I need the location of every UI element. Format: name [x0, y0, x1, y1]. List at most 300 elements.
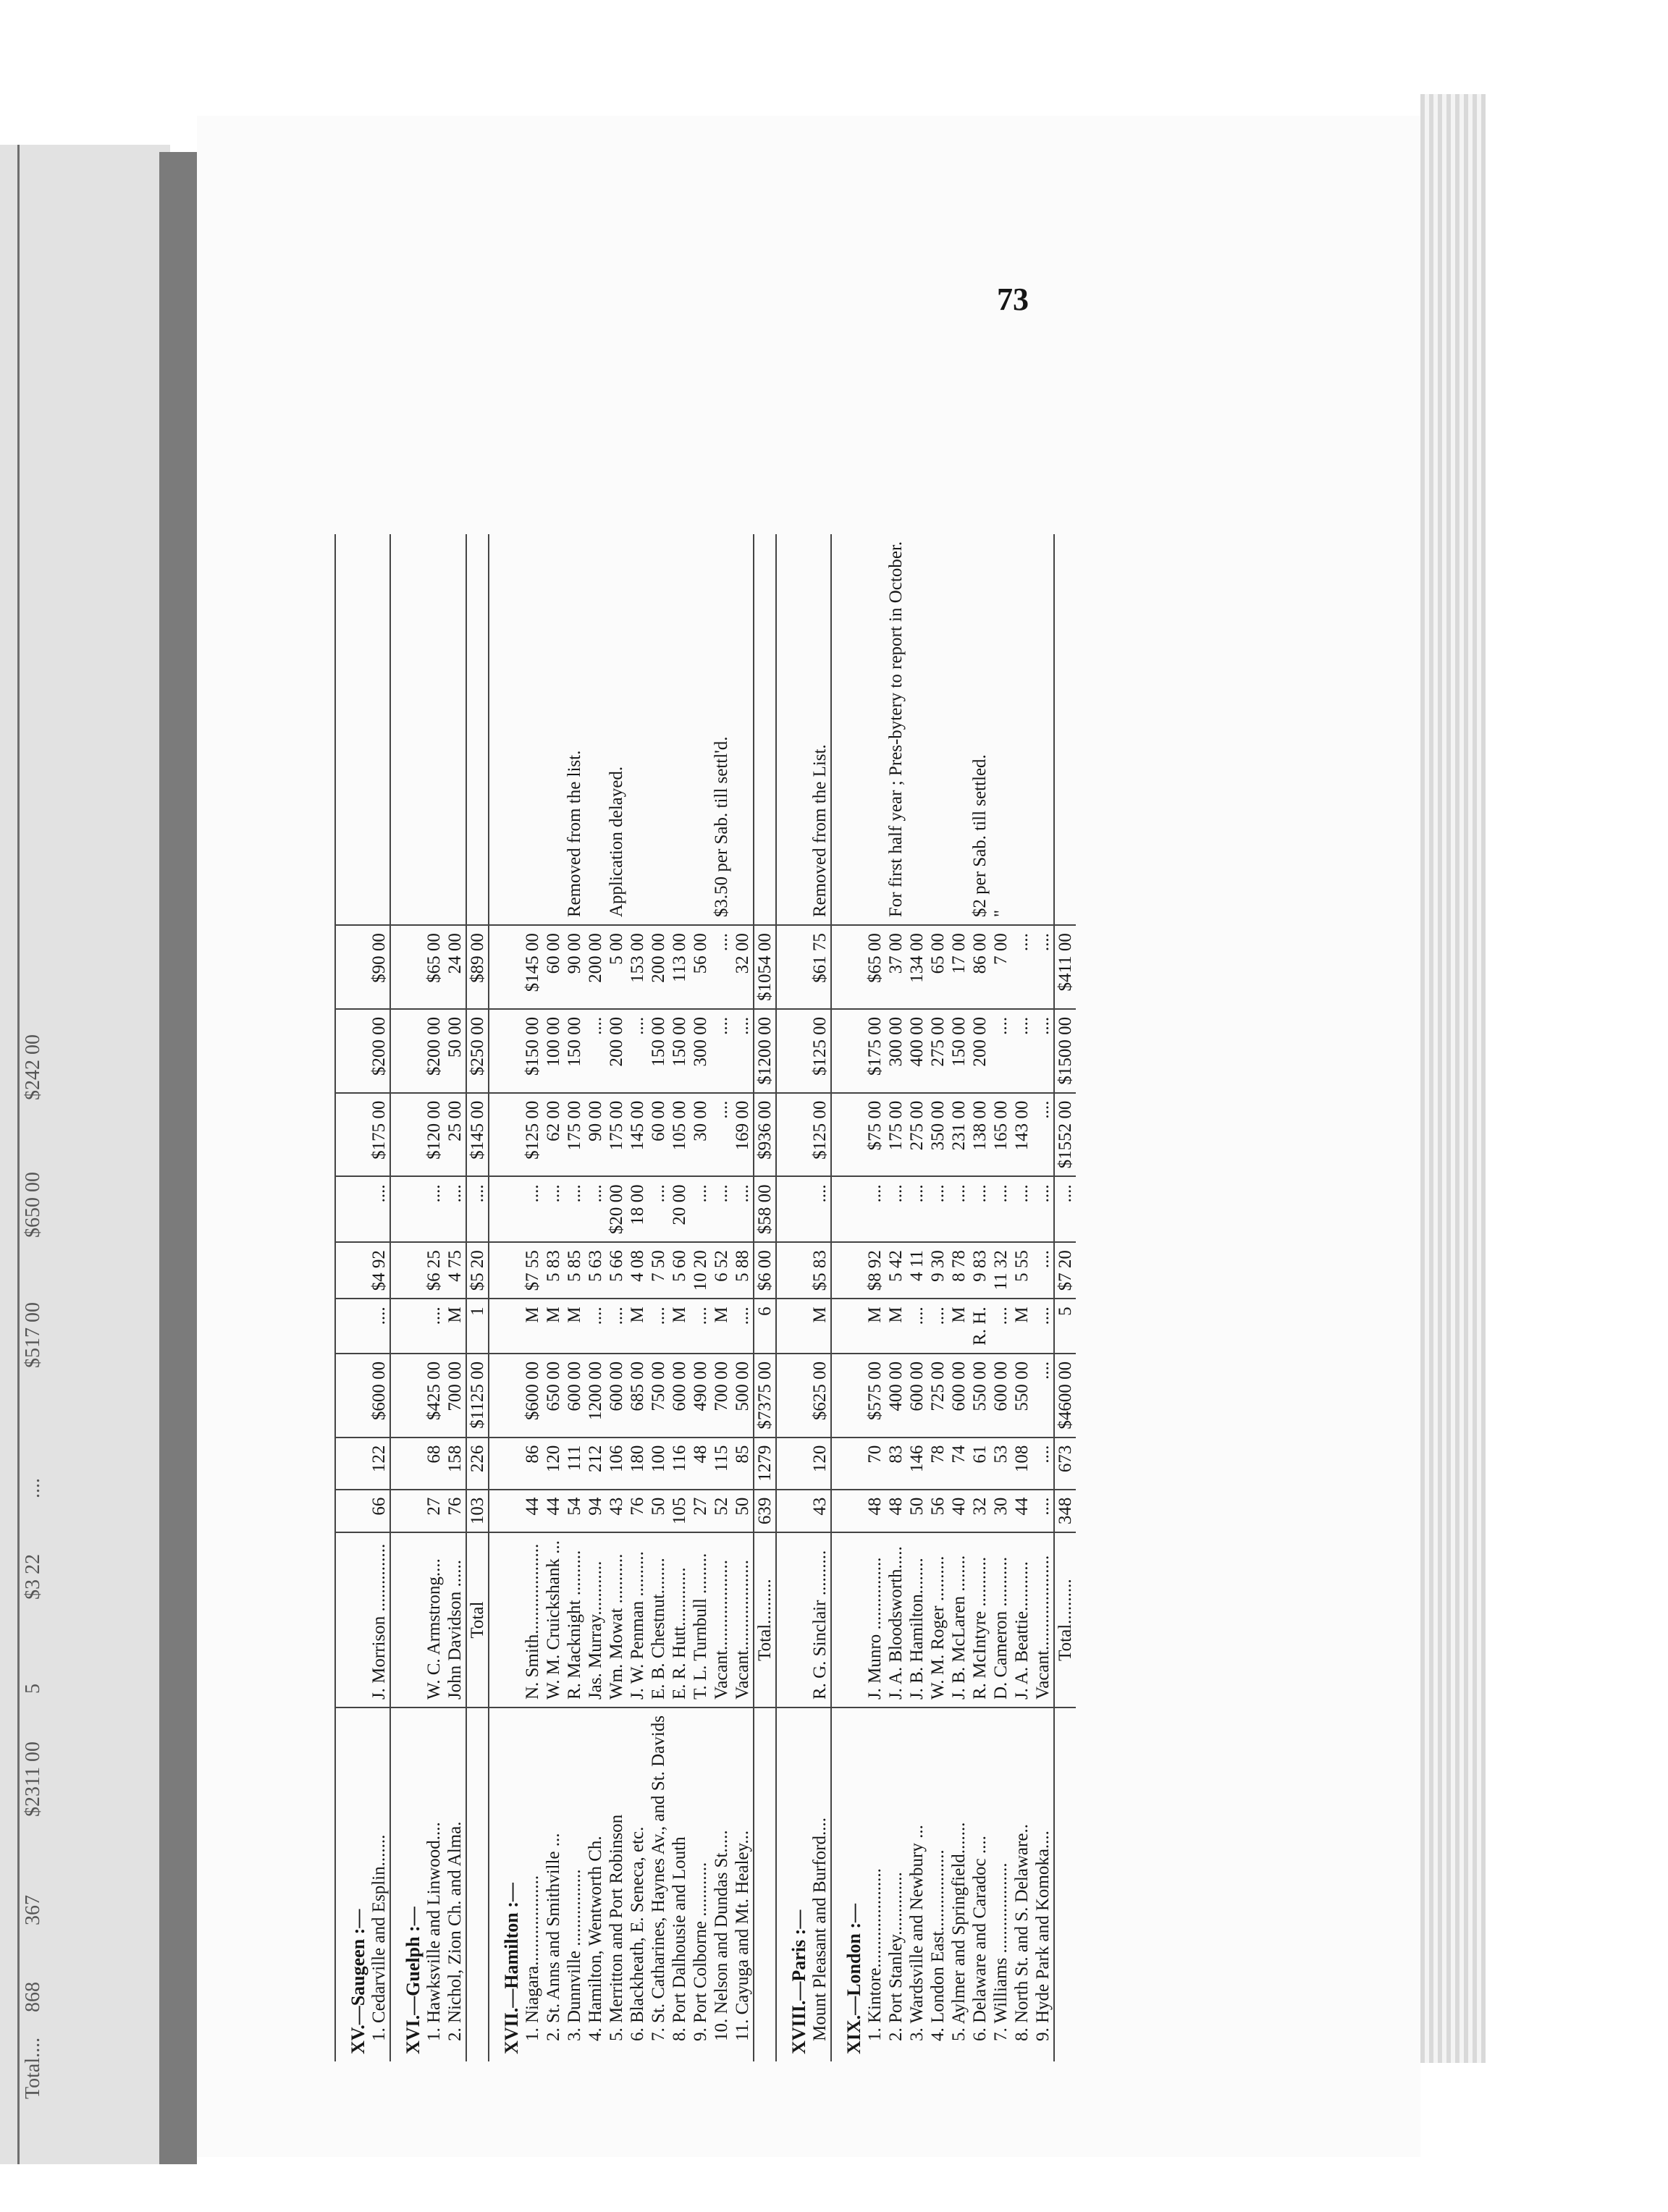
- total-stipend: $1125 00: [466, 1354, 489, 1438]
- grant_asked-cell: 275 00: [906, 1093, 927, 1177]
- grant_rec-cell: 200 00: [606, 1009, 627, 1093]
- table-row: [1011, 534, 1032, 2061]
- stipend-cell: 500 00: [732, 1354, 754, 1438]
- arrears-cell: ....: [564, 1176, 585, 1242]
- empty-cell: [390, 1490, 424, 1533]
- arrears-cell: ....: [648, 1176, 669, 1242]
- empty-cell: [489, 1532, 522, 1707]
- field-cell: Mount Pleasant and Burford....: [810, 1818, 830, 2041]
- remarks-cell: [906, 534, 927, 925]
- grant_given-cell: $65 00: [424, 925, 445, 1009]
- manse-cell: M: [711, 1299, 732, 1353]
- manse-cell: M: [564, 1299, 585, 1353]
- arrears-cell: ....: [1032, 1176, 1054, 1242]
- remarks-cell: [1011, 534, 1032, 925]
- field-cell: 8. North St. and S. Delaware..: [1012, 1824, 1032, 2041]
- empty-cell: [390, 925, 424, 1009]
- communicants-cell: 48: [690, 1438, 711, 1490]
- stipend-cell: 600 00: [564, 1354, 585, 1438]
- grant_rec-cell: $125 00: [809, 1009, 831, 1093]
- stipend-cell: 600 00: [606, 1354, 627, 1438]
- families-cell: 50: [648, 1490, 669, 1533]
- grant_given-cell: 134 00: [906, 925, 927, 1009]
- stipend-cell: $600 00: [522, 1354, 543, 1438]
- communicants-cell: 116: [669, 1438, 690, 1490]
- grant_rec-cell: $200 00: [424, 1009, 445, 1093]
- contrib-cell: $4 92: [368, 1242, 390, 1299]
- communicants-cell: 180: [627, 1438, 648, 1490]
- field-cell: 2. Port Stanley..............: [886, 1872, 906, 2041]
- grant_given-cell: $145 00: [522, 925, 543, 1009]
- minister-cell: J. A. Bloodsworth.....: [885, 1532, 906, 1707]
- remarks-cell: [648, 534, 669, 925]
- grant_rec-cell: ....: [627, 1009, 648, 1093]
- empty-cell: [831, 1438, 864, 1490]
- families-cell: 76: [445, 1490, 466, 1533]
- empty-cell: [776, 1354, 809, 1438]
- manse-cell: ....: [732, 1299, 754, 1353]
- contrib-cell: $8 92: [864, 1242, 885, 1299]
- grant_rec-cell: ....: [990, 1009, 1011, 1093]
- table-row: [711, 534, 732, 2061]
- manse-cell: M: [948, 1299, 969, 1353]
- table-row: [906, 534, 927, 2061]
- grant_asked-cell: 175 00: [885, 1093, 906, 1177]
- empty-cell: [390, 1299, 424, 1353]
- grant_asked-cell: $125 00: [809, 1093, 831, 1177]
- section-heading: XVI.—Guelph :—: [390, 1707, 424, 2061]
- manse-cell: M: [445, 1299, 466, 1353]
- remarks-cell: $3.50 per Sab. till settl'd.: [711, 534, 732, 925]
- minister-cell: J. B. Hamilton........: [906, 1532, 927, 1707]
- remarks-cell: For first half year ; Pres-bytery to report in October.: [885, 534, 906, 925]
- minister-cell: W. M. Cruickshank ...: [543, 1532, 564, 1707]
- empty-cell: [390, 1438, 424, 1490]
- contrib-cell: 9 30: [927, 1242, 948, 1299]
- empty-cell: [489, 1299, 522, 1353]
- manse-cell: ....: [424, 1299, 445, 1353]
- grant_rec-cell: 400 00: [906, 1009, 927, 1093]
- empty-cell: [489, 1354, 522, 1438]
- field-cell: 1. Hawksville and Linwood....: [424, 1822, 444, 2041]
- contrib-cell: 4 08: [627, 1242, 648, 1299]
- contrib-cell: 8 78: [948, 1242, 969, 1299]
- table-row: [522, 534, 543, 2061]
- empty-cell: [831, 1242, 864, 1299]
- arrears-cell: $20 00: [606, 1176, 627, 1242]
- empty-cell: [831, 1009, 864, 1093]
- field-cell: 3. Dunnville .................: [565, 1869, 584, 2041]
- communicants-cell: 68: [424, 1438, 445, 1490]
- total-row: [466, 534, 489, 2061]
- stipend-cell: $625 00: [809, 1354, 831, 1438]
- left-frag-8: $650 00: [22, 1172, 44, 1238]
- grant_rec-cell: 150 00: [564, 1009, 585, 1093]
- remarks-cell: [690, 534, 711, 925]
- stipend-cell: 400 00: [885, 1354, 906, 1438]
- grant_rec-cell: 150 00: [648, 1009, 669, 1093]
- empty-cell: [831, 1176, 864, 1242]
- communicants-cell: 53: [990, 1438, 1011, 1490]
- families-cell: 76: [627, 1490, 648, 1533]
- grants-table: [334, 534, 1076, 2061]
- remarks-cell: [669, 534, 690, 925]
- remarks-cell: [522, 534, 543, 925]
- stipend-cell: 700 00: [711, 1354, 732, 1438]
- section-heading-row: [335, 534, 368, 2061]
- section-heading-row: [831, 534, 864, 2061]
- section-heading-row: [489, 534, 522, 2061]
- arrears-cell: ....: [906, 1176, 927, 1242]
- minister-cell: Jas. Murray............: [585, 1532, 606, 1707]
- minister-cell: J. Munro ................: [864, 1532, 885, 1707]
- table-row: [864, 534, 885, 2061]
- contrib-cell: 5 55: [1011, 1242, 1032, 1299]
- section-heading: XV.—Saugeen :—: [335, 1707, 368, 2061]
- empty-cell: [335, 1490, 368, 1533]
- grant_asked-cell: 138 00: [969, 1093, 990, 1177]
- grant_rec-cell: ....: [1032, 1009, 1054, 1093]
- total-families: 103: [466, 1490, 489, 1533]
- grant_rec-cell: $200 00: [368, 1009, 390, 1093]
- table-row: [543, 534, 564, 2061]
- contrib-cell: 5 63: [585, 1242, 606, 1299]
- communicants-cell: 120: [543, 1438, 564, 1490]
- grant_rec-cell: 200 00: [969, 1009, 990, 1093]
- manse-cell: M: [627, 1299, 648, 1353]
- empty-cell: [335, 1299, 368, 1353]
- empty-cell: [776, 1242, 809, 1299]
- empty-cell: [831, 1490, 864, 1533]
- left-frag-6: ....: [22, 1478, 44, 1498]
- total-manse: 5: [1054, 1299, 1076, 1353]
- empty-cell: [335, 1438, 368, 1490]
- stipend-cell: $575 00: [864, 1354, 885, 1438]
- communicants-cell: 100: [648, 1438, 669, 1490]
- total-families: 348: [1054, 1490, 1076, 1533]
- empty-cell: [754, 1707, 776, 2061]
- minister-cell: W. C. Armstrong....: [424, 1532, 445, 1707]
- total-grant_rec: $1200 00: [754, 1009, 776, 1093]
- contrib-cell: $7 55: [522, 1242, 543, 1299]
- manse-cell: ....: [990, 1299, 1011, 1353]
- empty-cell: [489, 534, 522, 925]
- communicants-cell: 212: [585, 1438, 606, 1490]
- left-frag-7: $517 00: [22, 1302, 44, 1368]
- total-families: 639: [754, 1490, 776, 1533]
- minister-cell: E. R. Hutt.............: [669, 1532, 690, 1707]
- grant_rec-cell: ....: [585, 1009, 606, 1093]
- contrib-cell: 5 60: [669, 1242, 690, 1299]
- grant_asked-cell: 30 00: [690, 1093, 711, 1177]
- total-grant_given: $1054 00: [754, 925, 776, 1009]
- families-cell: 50: [732, 1490, 754, 1533]
- stipend-cell: 550 00: [1011, 1354, 1032, 1438]
- families-cell: 43: [606, 1490, 627, 1533]
- grant_given-cell: 5 00: [606, 925, 627, 1009]
- grant_rec-cell: ....: [732, 1009, 754, 1093]
- remarks-cell: [627, 534, 648, 925]
- empty-cell: [335, 1242, 368, 1299]
- total-grant_asked: $145 00: [466, 1093, 489, 1177]
- grant_rec-cell: 100 00: [543, 1009, 564, 1093]
- total-communicants: 226: [466, 1438, 489, 1490]
- empty-cell: [489, 925, 522, 1009]
- grant_rec-cell: $150 00: [522, 1009, 543, 1093]
- communicants-cell: 78: [927, 1438, 948, 1490]
- grant_asked-cell: ....: [711, 1093, 732, 1177]
- grant_asked-cell: 62 00: [543, 1093, 564, 1177]
- contrib-cell: 5 42: [885, 1242, 906, 1299]
- grant_given-cell: 200 00: [585, 925, 606, 1009]
- total-arrears: ....: [1054, 1176, 1076, 1242]
- communicants-cell: 85: [732, 1438, 754, 1490]
- arrears-cell: 20 00: [669, 1176, 690, 1242]
- grant_given-cell: $61 75: [809, 925, 831, 1009]
- contrib-cell: 11 32: [990, 1242, 1011, 1299]
- field-cell: 5. Merritton and Port Robinson: [607, 1814, 626, 2041]
- grant_asked-cell: 231 00: [948, 1093, 969, 1177]
- grant_given-cell: 7 00: [990, 925, 1011, 1009]
- remarks-cell: [864, 534, 885, 925]
- arrears-cell: ....: [809, 1176, 831, 1242]
- grant_given-cell: $90 00: [368, 925, 390, 1009]
- families-cell: 44: [543, 1490, 564, 1533]
- grant_asked-cell: $75 00: [864, 1093, 885, 1177]
- total-contrib: $6 00: [754, 1242, 776, 1299]
- communicants-cell: 70: [864, 1438, 885, 1490]
- empty-cell: [489, 1242, 522, 1299]
- table-row: [809, 534, 831, 2061]
- minister-cell: Vacant.....................: [1032, 1532, 1054, 1707]
- grant_rec-cell: 275 00: [927, 1009, 948, 1093]
- empty-cell: [390, 1093, 424, 1177]
- communicants-cell: 106: [606, 1438, 627, 1490]
- arrears-cell: ....: [522, 1176, 543, 1242]
- table-row: [948, 534, 969, 2061]
- communicants-cell: 146: [906, 1438, 927, 1490]
- empty-cell: [776, 1176, 809, 1242]
- grant_asked-cell: ....: [1032, 1093, 1054, 1177]
- empty-cell: [466, 534, 489, 925]
- total-grant_given: $411 00: [1054, 925, 1076, 1009]
- communicants-cell: 86: [522, 1438, 543, 1490]
- table-row: [669, 534, 690, 2061]
- field-cell: 9. Hyde Park and Komoka....: [1033, 1831, 1053, 2041]
- grant_rec-cell: 50 00: [445, 1009, 466, 1093]
- book-gutter: [159, 152, 197, 2164]
- minister-cell: J. B. McLaren ........: [948, 1532, 969, 1707]
- communicants-cell: 111: [564, 1438, 585, 1490]
- grant_asked-cell: 25 00: [445, 1093, 466, 1177]
- arrears-cell: 18 00: [627, 1176, 648, 1242]
- minister-cell: N. Smith....................: [522, 1532, 543, 1707]
- manse-cell: ....: [927, 1299, 948, 1353]
- arrears-cell: ....: [732, 1176, 754, 1242]
- table-row: [585, 534, 606, 2061]
- grant_asked-cell: 143 00: [1011, 1093, 1032, 1177]
- manse-cell: M: [864, 1299, 885, 1353]
- remarks-cell: Removed from the list.: [564, 534, 585, 925]
- section-heading-row: [390, 534, 424, 2061]
- empty-cell: [390, 1532, 424, 1707]
- arrears-cell: ....: [969, 1176, 990, 1242]
- empty-cell: [335, 925, 368, 1009]
- grant_asked-cell: $120 00: [424, 1093, 445, 1177]
- arrears-cell: ....: [927, 1176, 948, 1242]
- minister-cell: T. L. Turnbull .........: [690, 1532, 711, 1707]
- grant_asked-cell: 175 00: [606, 1093, 627, 1177]
- families-cell: 27: [690, 1490, 711, 1533]
- minister-cell: R. G. Sinclair ..........: [809, 1532, 831, 1707]
- arrears-cell: ....: [948, 1176, 969, 1242]
- empty-cell: [776, 1490, 809, 1533]
- families-cell: 43: [809, 1490, 831, 1533]
- section-heading-row: [776, 534, 809, 2061]
- total-manse: 1: [466, 1299, 489, 1353]
- total-grant_given: $89 00: [466, 925, 489, 1009]
- manse-cell: M: [522, 1299, 543, 1353]
- grant_asked-cell: 145 00: [627, 1093, 648, 1177]
- communicants-cell: 61: [969, 1438, 990, 1490]
- page-edges: [1420, 94, 1486, 2063]
- rotated-table-area: [197, 116, 1420, 2134]
- families-cell: 32: [969, 1490, 990, 1533]
- contrib-cell: 5 85: [564, 1242, 585, 1299]
- grant_asked-cell: 175 00: [564, 1093, 585, 1177]
- families-cell: 40: [948, 1490, 969, 1533]
- grant_asked-cell: $125 00: [522, 1093, 543, 1177]
- minister-cell: W. M. Roger ..........: [927, 1532, 948, 1707]
- left-page: [0, 145, 170, 2164]
- minister-cell: D. Cameron ...........: [990, 1532, 1011, 1707]
- empty-cell: [831, 1532, 864, 1707]
- empty-cell: [776, 925, 809, 1009]
- field-cell: 4. Hamilton, Wentworth Ch.: [586, 1836, 605, 2041]
- total-row: [754, 534, 776, 2061]
- arrears-cell: ....: [1011, 1176, 1032, 1242]
- empty-cell: [390, 1354, 424, 1438]
- families-cell: ....: [1032, 1490, 1054, 1533]
- families-cell: 105: [669, 1490, 690, 1533]
- grant_rec-cell: ....: [711, 1009, 732, 1093]
- total-grant_rec: $1500 00: [1054, 1009, 1076, 1093]
- section-heading: XIX.—London :—: [831, 1707, 864, 2061]
- arrears-cell: ....: [885, 1176, 906, 1242]
- families-cell: 48: [864, 1490, 885, 1533]
- stipend-cell: 650 00: [543, 1354, 564, 1438]
- families-cell: 44: [522, 1490, 543, 1533]
- arrears-cell: ....: [864, 1176, 885, 1242]
- minister-cell: J. A. Beattie...........: [1011, 1532, 1032, 1707]
- field-cell: 9. Port Colborne ............: [691, 1862, 710, 2041]
- remarks-cell: [445, 534, 466, 925]
- manse-cell: ....: [648, 1299, 669, 1353]
- families-cell: 30: [990, 1490, 1011, 1533]
- arrears-cell: ....: [711, 1176, 732, 1242]
- field-cell: 11. Cayuga and Mt. Healey...: [733, 1830, 752, 2041]
- empty-cell: [1054, 1707, 1076, 2061]
- families-cell: 44: [1011, 1490, 1032, 1533]
- contrib-cell: 9 83: [969, 1242, 990, 1299]
- stipend-cell: $425 00: [424, 1354, 445, 1438]
- field-cell: 2. St. Anns and Smithville ...: [544, 1833, 563, 2041]
- minister-cell: R. McIntyre ...........: [969, 1532, 990, 1707]
- remarks-cell: Removed from the List.: [809, 534, 831, 925]
- remarks-cell: ": [990, 534, 1011, 925]
- minister-cell: R. Macknight ..........: [564, 1532, 585, 1707]
- table-row: [885, 534, 906, 2061]
- grant_asked-cell: 350 00: [927, 1093, 948, 1177]
- manse-cell: R. H.: [969, 1299, 990, 1353]
- empty-cell: [776, 1093, 809, 1177]
- grant_given-cell: $65 00: [864, 925, 885, 1009]
- empty-cell: [489, 1009, 522, 1093]
- families-cell: 66: [368, 1490, 390, 1533]
- empty-cell: [466, 1707, 489, 2061]
- communicants-cell: 108: [1011, 1438, 1032, 1490]
- remarks-cell: [424, 534, 445, 925]
- field-cell: 1. Cedarville and Esplin.......: [369, 1834, 389, 2041]
- grant_asked-cell: 105 00: [669, 1093, 690, 1177]
- left-page-rule: [17, 145, 20, 2164]
- stipend-cell: 600 00: [948, 1354, 969, 1438]
- left-frag-4: 5: [22, 1684, 44, 1694]
- grant_given-cell: 113 00: [669, 925, 690, 1009]
- empty-cell: [335, 1354, 368, 1438]
- grant_rec-cell: 150 00: [669, 1009, 690, 1093]
- field-cell: 10. Nelson and Dundas St.....: [712, 1830, 731, 2041]
- page-number: 73: [997, 282, 1029, 317]
- contrib-cell: 4 11: [906, 1242, 927, 1299]
- table-row: [606, 534, 627, 2061]
- table-row: [927, 534, 948, 2061]
- field-cell: 6. Delaware and Caradoc ....: [970, 1836, 990, 2041]
- arrears-cell: ....: [445, 1176, 466, 1242]
- empty-cell: [489, 1093, 522, 1177]
- grant_given-cell: 17 00: [948, 925, 969, 1009]
- minister-cell: J. Morrison ...............: [368, 1532, 390, 1707]
- table-row: [969, 534, 990, 2061]
- field-cell: 8. Port Dalhousie and Louth: [670, 1836, 689, 2041]
- table-row: [1032, 534, 1054, 2061]
- empty-cell: [335, 1009, 368, 1093]
- families-cell: 50: [906, 1490, 927, 1533]
- manse-cell: M: [669, 1299, 690, 1353]
- empty-cell: [335, 534, 368, 925]
- grant_asked-cell: 165 00: [990, 1093, 1011, 1177]
- stipend-cell: 600 00: [990, 1354, 1011, 1438]
- field-cell: 4. London East..................: [928, 1849, 948, 2041]
- stipend-cell: 700 00: [445, 1354, 466, 1438]
- field-cell: 1. Kintore......................: [865, 1868, 885, 2041]
- remarks-cell: [1032, 534, 1054, 925]
- field-cell: 6. Blackheath, E. Seneca, etc.: [628, 1826, 647, 2041]
- grant_given-cell: 32 00: [732, 925, 754, 1009]
- left-frag-0: Total....: [22, 2037, 44, 2099]
- table-row: [648, 534, 669, 2061]
- total-communicants: 673: [1054, 1438, 1076, 1490]
- manse-cell: ....: [585, 1299, 606, 1353]
- communicants-cell: 120: [809, 1438, 831, 1490]
- grant_given-cell: 65 00: [927, 925, 948, 1009]
- remarks-cell: [543, 534, 564, 925]
- section-heading: XVII.—Hamilton :—: [489, 1707, 522, 2061]
- contrib-cell: 4 75: [445, 1242, 466, 1299]
- arrears-cell: ....: [424, 1176, 445, 1242]
- minister-cell: Wm. Mowat ...........: [606, 1532, 627, 1707]
- stipend-cell: 725 00: [927, 1354, 948, 1438]
